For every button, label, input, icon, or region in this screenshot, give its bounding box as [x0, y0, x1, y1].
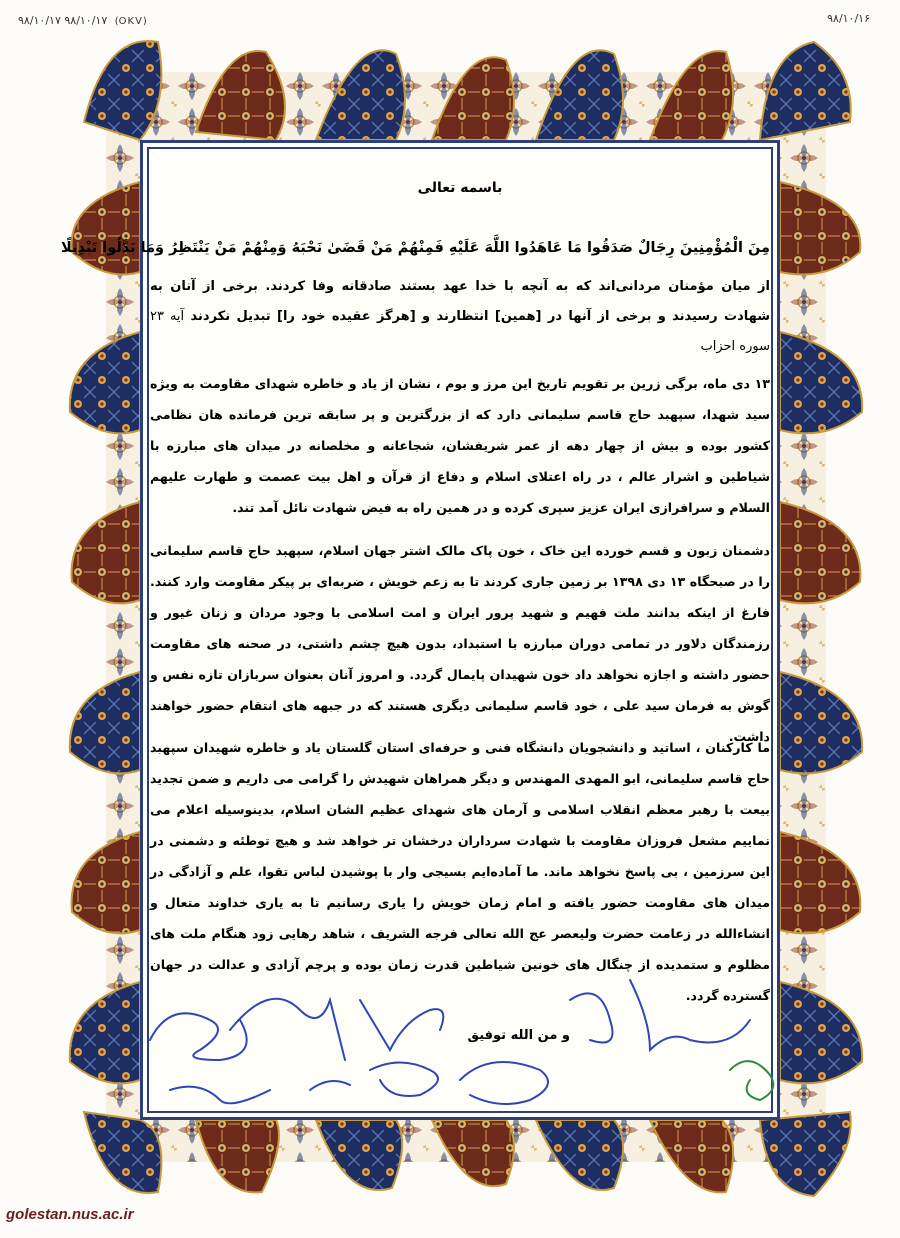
quran-verse: مِنَ الْمُؤْمِنِينَ رِجَالٌ صَدَقُوا مَا عَاهَدُوا اللَّهَ عَلَيْهِ فَمِنْهُمْ مَنْ قَضَىٰ نَحْبَهُ وَمِنْهُمْ مَنْ يَنْتَظِرُ وَمَا بَدَّلُوا تَبْدِيلًا [61, 240, 770, 256]
closing-phrase: و من الله توفیق [467, 1028, 570, 1043]
header-code: (OKV) [114, 16, 147, 27]
signature-6 [570, 993, 613, 1042]
signature-2 [230, 999, 345, 1060]
signature-9 [310, 1081, 350, 1090]
signature-8 [170, 1087, 270, 1104]
scan-header [0, 0, 900, 34]
document-title: باسمه تعالی [417, 180, 503, 196]
verse-reference: آیه ۲۳ سوره احزاب [150, 309, 770, 354]
signatures-svg [130, 960, 800, 1130]
header-date-stamp [18, 14, 147, 27]
header-right-text: ۹۸/۱۰/۱۶ [827, 12, 870, 25]
signature-green [730, 1061, 773, 1100]
paragraph-1: ۱۳ دی ماه، برگی زرین بر تقویم تاریخ این مرز و بوم ، نشان از یاد و خاطره شهدای مقاومت به ویژه سید شهدا، سپهبد حاج قاسم سلیمانی دارد که از بزرگترین و پر سابقه ترین فرمانده هان نظامی کشور بوده و بیش از چهار دهه از عمر شریفشان، شجاعانه و مخلصانه در میدان های مبارزه با شیاطین و اشرار عالم ، در راه اعتلای اسلام و دفاع از قرآن و اهل بیت عصمت و طهارت علیهم السلام و سرافرازی ایران عزیز سپری کرده و در همین راه به فیض شهادت نائل آمد تند. [150, 376, 770, 515]
verse-translation-text: از میان مؤمنان مردانی‌اند که به آنچه با خدا عهد بستند صادقانه وفا کردند. برخی از آنان به شهادت رسیدند و برخی از آنها در [همین] انتظارند و [هرگز عقیده خود را] تبدیل نکردند [150, 279, 770, 324]
signature-5 [460, 1062, 548, 1104]
site-watermark: golestan.nus.ac.ir [6, 1206, 134, 1223]
paragraph-3: ما کارکنان ، اساتید و دانشجویان دانشگاه فنی و حرفه‌ای استان گلستان یاد و خاطره شهیدان سپهبد حاج قاسم سلیمانی، ابو المهدی المهندس و دیگر همراهان شهیدش را گرامی می داریم و ضمن تجدید بیعت با رهبر معظم انقلاب اسلامی و آرمان های شهدای عظیم الشان اسلام، بدینوسیله اعلام می نماییم مشعل فروزان مقاومت با شهادت سرداران درخشان تر خواهد شد و هیچ توطئه و دشمنی در این سرزمین ، بی پاسخ نخواهد ماند. ما آماده‌ایم بسیجی وار با پوشیدن لباس تقوا، علم و آزادگی در میدان های مقاومت حضور یافته و امام زمان خویش را یاری رسانیم تا به یاری خداوند متعال و انشاءالله در زعامت حضرت ولیعصر عج الله تعالی فرجه الشریف ، شاهد رهایی زود هنگام ملت های مظلوم و ستمدیده از چنگال های خونین شیاطین قدرت زمان بوده و پرچم آزادی و عدالت در جهان گسترده گردد. [150, 740, 770, 1003]
signature-7 [630, 980, 750, 1050]
verse-translation [150, 272, 770, 362]
header-left-text: ٩٨/١٠/١٧ ٩٨/١٠/١٧ [18, 14, 108, 27]
signatures-area [130, 960, 800, 1130]
signature-4 [370, 1063, 438, 1097]
signature-1 [150, 1013, 247, 1060]
paragraph-2: دشمنان زبون و قسم خورده این خاک ، خون پاک مالک اشتر جهان اسلام، سپهبد حاج قاسم سلیمانی را در صبحگاه ۱۳ دی ۱۳۹۸ بر زمین جاری کردند تا به زعم خویش ، ضربه‌ای بر پیکر مقاومت وارد کنند. فارغ از اینکه بدانند ملت فهیم و شهید پرور ایران و امت اسلامی با وجود مردان و زنان غیور و رزمندگان دلاور در تمامی دوران مبارزه با استبداد، بدون هیچ چشم داشتی، در صحنه های مقاومت حضور داشته و اجازه نخواهد داد خون شهیدان پایمال گردد. و امروز آنان بعنوان سربازان تازه نفس و گوش به فرمان سید علی ، خود قاسم سلیمانی دیگری هستند که در جبهه های انتقام حضور خواهند داشت. [150, 543, 770, 744]
